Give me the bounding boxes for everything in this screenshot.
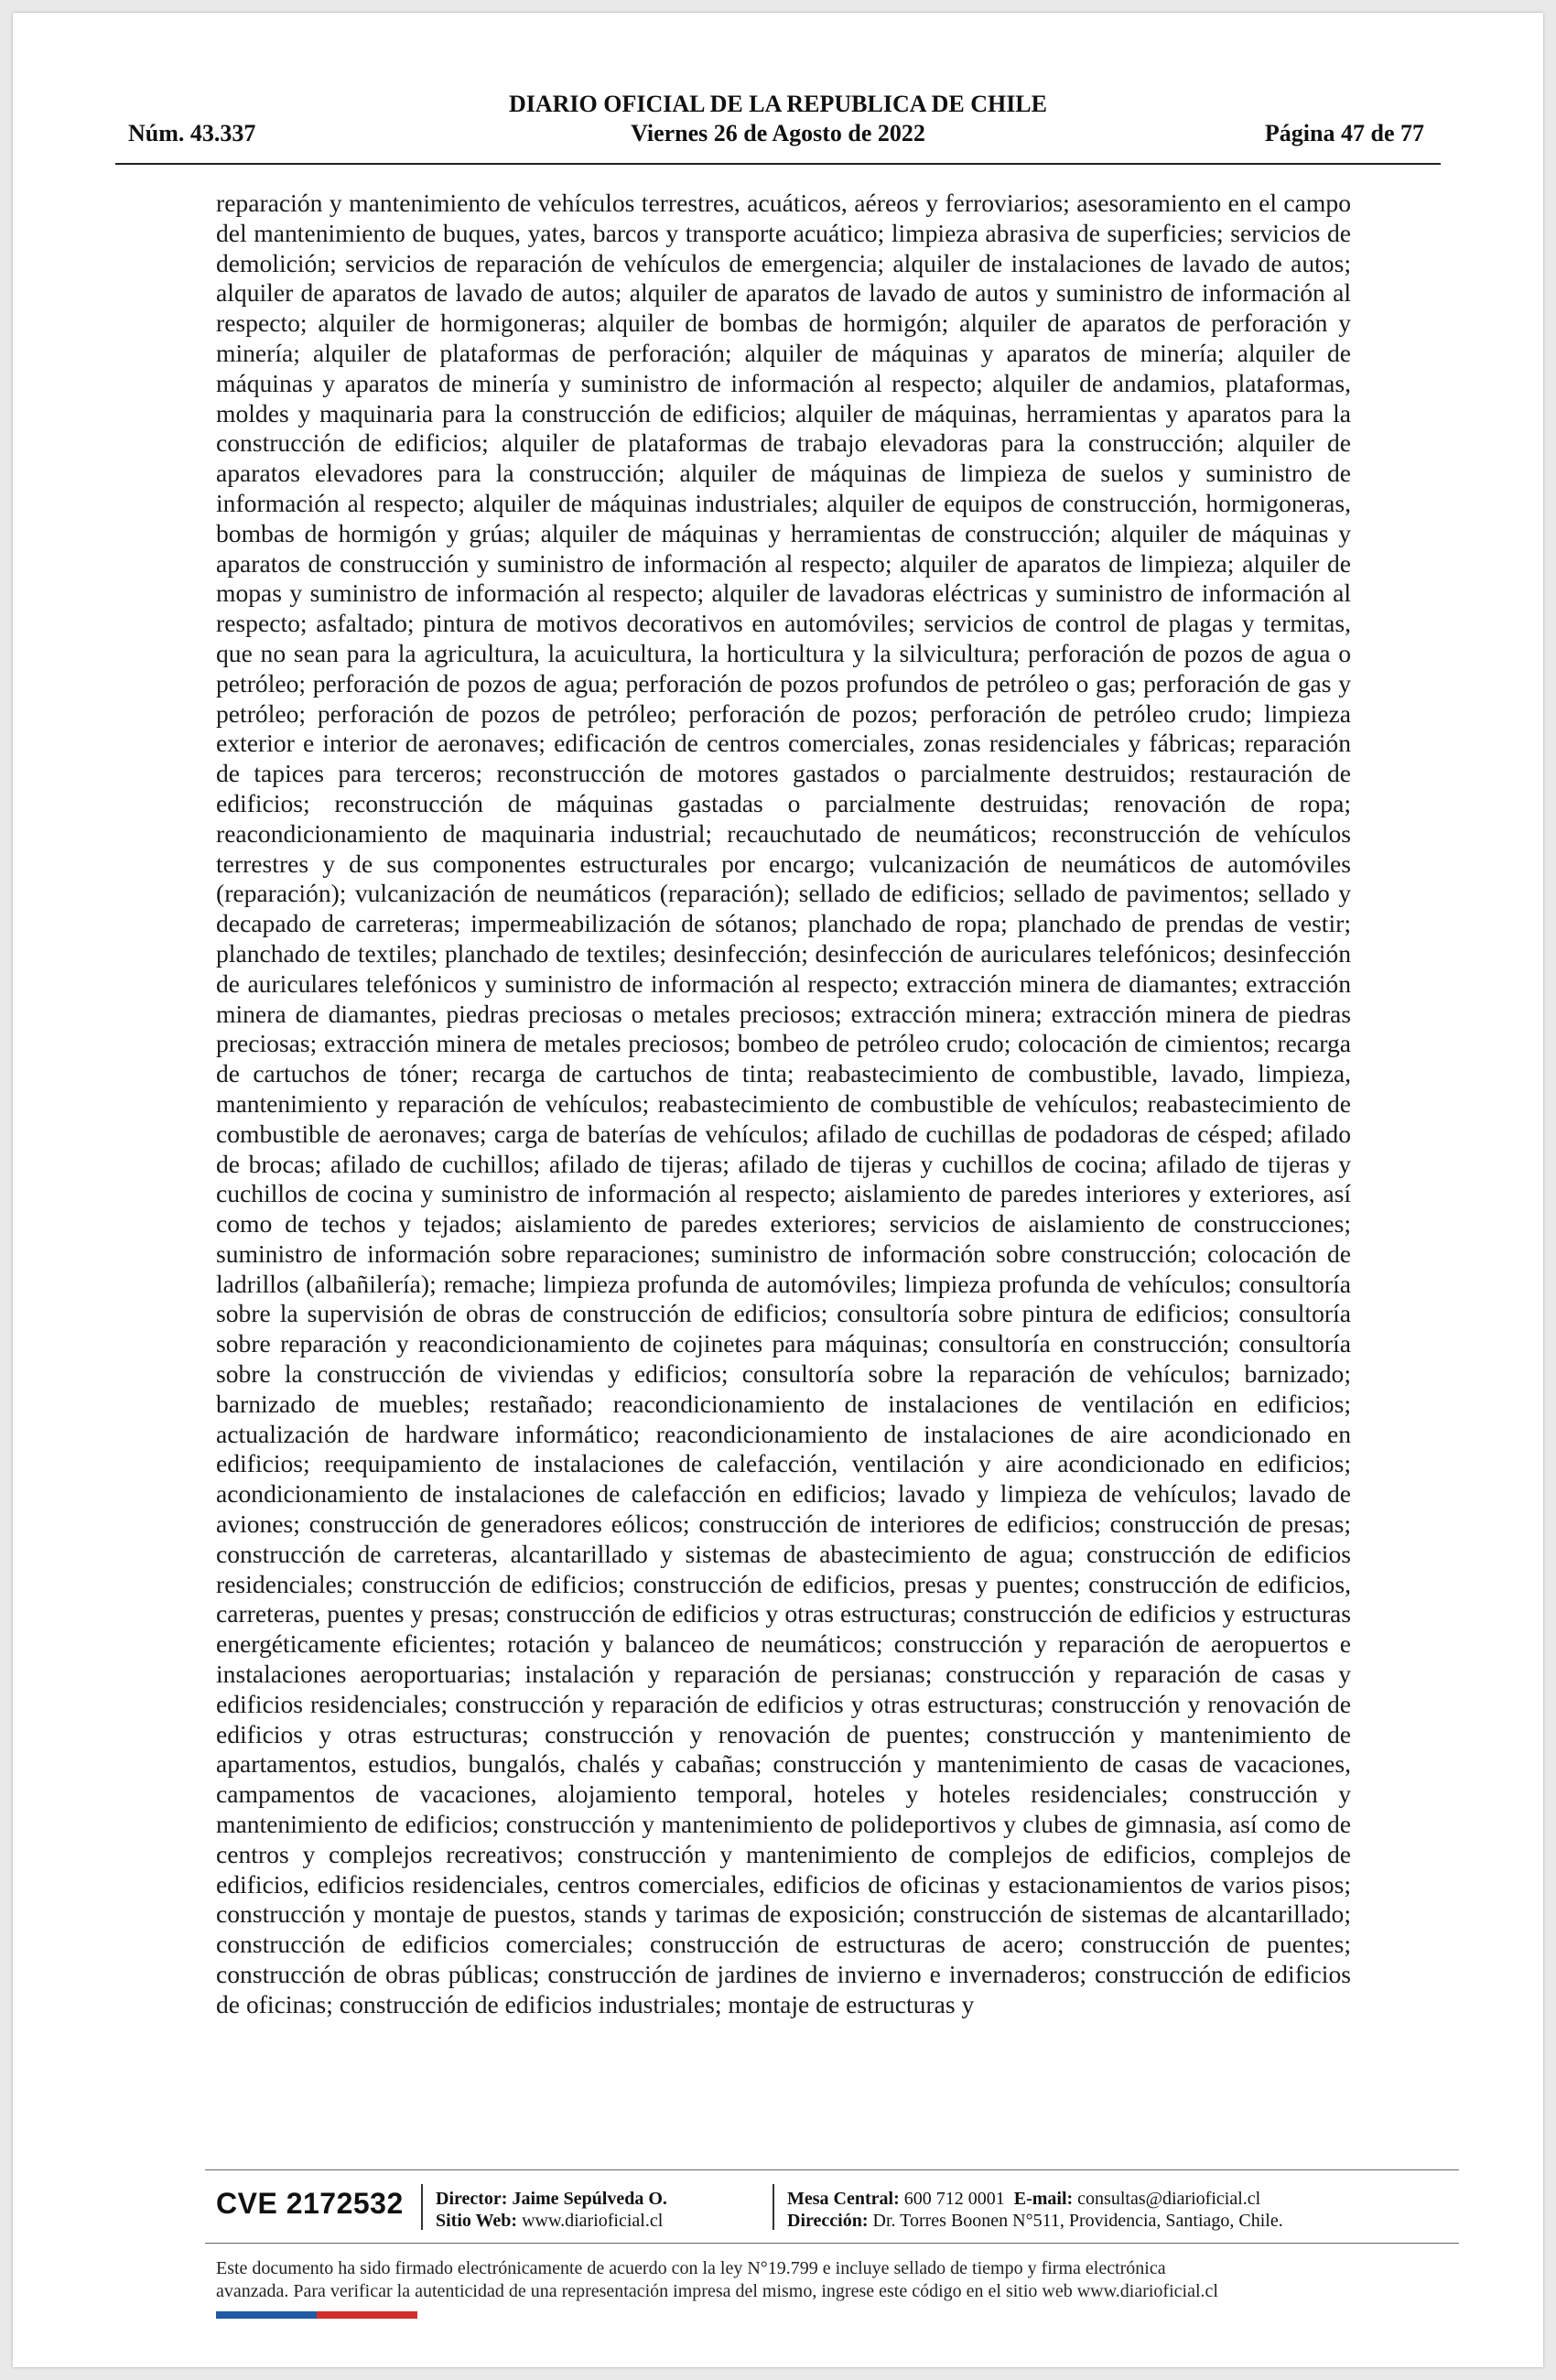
flag-stripe-blue — [216, 2311, 317, 2319]
phone-value: 600 712 0001 — [903, 2189, 1005, 2209]
publication-date: Viernes 26 de Agosto de 2022 — [631, 120, 925, 146]
flag-stripe-red — [317, 2311, 417, 2319]
contact-block — [787, 2188, 1283, 2232]
signature-notice — [216, 2257, 1369, 2303]
footer-separator — [421, 2184, 423, 2230]
page-number: Página 47 de 77 — [1264, 120, 1424, 146]
document-page — [13, 13, 1543, 2367]
director-label: Director: — [436, 2189, 508, 2209]
page-header — [115, 77, 1441, 165]
notice-line: avanzada. Para verificar la autenticidad de una representación impresa del mismo, ingrese este código en el sitio web www.diarioficial.cl — [216, 2281, 1218, 2301]
email-label: E-mail: — [1013, 2189, 1074, 2209]
issue-number: Núm. 43.337 — [128, 120, 256, 146]
director-name: Jaime Sepúlveda O. — [512, 2189, 667, 2209]
address-label: Dirección: — [787, 2211, 869, 2231]
footer-divider-bottom — [205, 2243, 1459, 2244]
body-paragraph: reparación y mantenimiento de vehículos terrestres, acuáticos, aéreos y ferroviarios; asesoramiento en el campo del mantenimiento de buques, yates, barcos y transporte acuático; limpieza abrasiva de superficies; servicios de demolición; servicios de reparación de vehículos de emergencia; alquiler de instalaciones de lavado de autos; alquiler de aparatos de lavado de autos; alquiler de aparatos de lavado de autos y suministro de información al respecto; alquiler de hormigoneras; alquiler de bombas de hormigón; alquiler de aparatos de perforación y minería; alquiler de plataformas de perforación; alquiler de máquinas y aparatos de minería; alquiler de máquinas y aparatos de minería y suministro de información al respecto; alquiler de andamios, plataformas, moldes y maquinaria para la construcción de edificios; alquiler de máquinas, herramientas y aparatos para la construcción de edificios; alquiler de plataformas de trabajo elevadoras para la construcción; alquiler de aparatos elevadores para la construcción; alquiler de máquinas de limpieza de suelos y suministro de información al respecto; alquiler de máquinas industriales; alquiler de equipos de construcción, hormigoneras, bombas de hormigón y grúas; alquiler de máquinas y herramientas de construcción; alquiler de máquinas y aparatos de construcción y suministro de información al respecto; alquiler de aparatos de limpieza; alquiler de mopas y suministro de información al respecto; alquiler de lavadoras eléctricas y suministro de información al respecto; asfaltado; pintura de motivos decorativos en automóviles; servicios de control de plagas y termitas, que no sean para la agricultura, la acuicultura, la horticultura y la silvicultura; perforación de pozos de agua o petróleo; perforación de pozos de agua; perforación de pozos profundos de petróleo o gas; perforación de gas y petróleo; perforación de pozos de petróleo; perforación de pozos; perforación de petróleo crudo; limpieza exterior e interior de aeronaves; edificación de centros comerciales, zonas residenciales y fábricas; reparación de tapices para terceros; reconstrucción de motores gastados o parcialmente destruidos; restauración de edificios; reconstrucción de máquinas gastadas o parcialmente destruidas; renovación de ropa; reacondicionamiento de maquinaria industrial; recauchutado de neumáticos; reconstrucción de vehículos terrestres y de sus componentes estructurales por encargo; vulcanización de neumáticos de automóviles (reparación); vulcanización de neumáticos (reparación); sellado de edificios; sellado de pavimentos; sellado y decapado de carreteras; impermeabilización de sótanos; planchado de ropa; planchado de prendas de vestir; planchado de textiles; planchado de textiles; desinfección; desinfección de auriculares telefónicos; desinfección de auriculares telefónicos y suministro de información al respecto; extracción minera de diamantes; extracción minera de diamantes, piedras preciosas o metales preciosos; extracción minera; extracción minera de piedras preciosas; extracción minera de metales preciosos; bombeo de petróleo crudo; colocación de cimientos; recarga de cartuchos de tóner; recarga de cartuchos de tinta; reabastecimiento de combustible, lavado, limpieza, mantenimiento y reparación de vehículos; reabastecimiento de combustible de vehículos; reabastecimiento de combustible de aeronaves; carga de baterías de vehículos; afilado de cuchillas de podadoras de césped; afilado de brocas; afilado de cuchillos; afilado de tijeras; afilado de tijeras y cuchillos de cocina; afilado de tijeras y cuchillos de cocina y suministro de información al respecto; aislamiento de paredes interiores y exteriores, así como de techos y tejados; aislamiento de paredes exteriores; servicios de aislamiento de construcciones; suministro de información sobre reparaciones; suministro de información sobre construcción; colocación de ladrillos (albañilería); remache; limpieza profunda de automóviles; limpieza profunda de vehículos; consultoría sobre la supervisión de obras de construcción de edificios; consultoría sobre pintura de edificios; consultoría sobre reparación y reacondicionamiento de cojinetes para máquinas; consultoría en construcción; consultoría sobre la construcción de viviendas y edificios; consultoría sobre la reparación de vehículos; barnizado; barnizado de muebles; restañado; reacondicionamiento de instalaciones de ventilación en edificios; actualización de hardware informático; reacondicionamiento de instalaciones de aire acondicionado en edificios; reequipamiento de instalaciones de calefacción, ventilación y aire acondicionado en edificios; acondicionamiento de instalaciones de calefacción en edificios; lavado y limpieza de vehículos; lavado de aviones; construcción de generadores eólicos; construcción de interiores de edificios; construcción de presas; construcción de carreteras, alcantarillado y sistemas de abastecimiento de agua; construcción de edificios residenciales; construcción de edificios; construcción de edificios, presas y puentes; construcción de edificios, carreteras, puentes y presas; construcción de edificios y otras estructuras; construcción de edificios y estructuras energéticamente eficientes; rotación y balanceo de neumáticos; construcción y reparación de aeropuertos e instalaciones aeroportuarias; instalación y reparación de persianas; construcción y reparación de casas y edificios residenciales; construcción y reparación de edificios y otras estructuras; construcción y renovación de edificios y otras estructuras; construcción y renovación de puentes; construcción y mantenimiento de apartamentos, estudios, bungalós, chalés y cabañas; construcción y mantenimiento de casas de vacaciones, campamentos de vacaciones, alojamiento temporal, hoteles y hoteles residenciales; construcción y mantenimiento de edificios; construcción y mantenimiento de polideportivos y clubes de gimnasia, así como de centros y complejos recreativos; construcción y mantenimiento de complejos de edificios, complejos de edificios, edificios residenciales, centros comerciales, edificios de oficinas y estacionamientos de varios pisos; construcción y montaje de puestos, stands y tarimas de exposición; construcción de sistemas de alcantarillado; construcción de edificios comerciales; construcción de estructuras de acero; construcción de puentes; construcción de obras públicas; construcción de jardines de invierno e invernaderos; construcción de edificios de oficinas; construcción de edificios industriales; montaje de estructuras y — [216, 189, 1351, 2018]
footer-separator — [773, 2184, 774, 2230]
site-link[interactable]: www.diarioficial.cl — [522, 2211, 664, 2231]
publication-title: DIARIO OFICIAL DE LA REPUBLICA DE CHILE — [508, 91, 1047, 117]
flag-stripe — [216, 2311, 417, 2319]
cve-code: CVE 2172532 — [216, 2187, 404, 2220]
phone-label: Mesa Central: — [787, 2189, 900, 2209]
address-value: Dr. Torres Boonen N°511, Providencia, Santiago, Chile. — [872, 2211, 1283, 2231]
footer-divider-top — [205, 2169, 1459, 2170]
director-block — [436, 2188, 667, 2232]
notice-line: Este documento ha sido firmado electrónicamente de acuerdo con la ley N°19.799 e incluye sellado de tiempo y firma electrónica — [216, 2258, 1166, 2278]
masthead — [115, 90, 1441, 148]
site-label: Sitio Web: — [436, 2211, 518, 2231]
email-link[interactable]: consultas@diarioficial.cl — [1077, 2189, 1261, 2209]
